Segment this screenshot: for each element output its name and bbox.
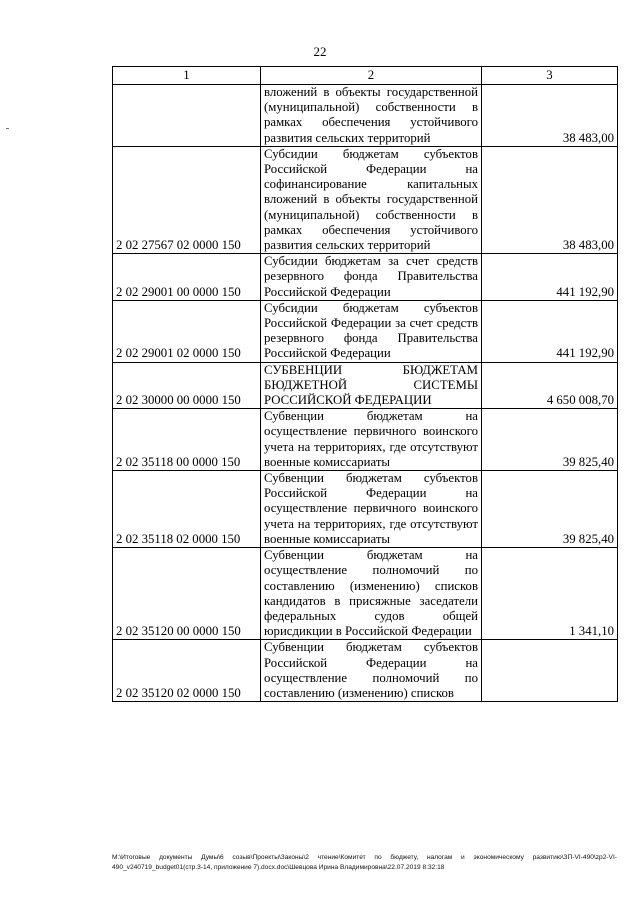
table-row xyxy=(113,548,618,640)
row-name: Субвенции бюджетам на осуществление первичного воинского учета на территориях, где отсутствуют военные комиссариаты xyxy=(261,409,482,471)
row-code: 2 02 35118 00 0000 150 xyxy=(113,409,261,471)
row-name: Субсидии бюджетам субъектов Российской Федерации за счет средств резервного фонда Правительства Российской Федерации xyxy=(261,300,482,362)
table-row xyxy=(113,254,618,301)
row-amount: 39 825,40 xyxy=(482,409,618,471)
row-amount: 39 825,40 xyxy=(482,471,618,548)
row-code: 2 02 35120 02 0000 150 xyxy=(113,640,261,702)
row-amount: 38 483,00 xyxy=(482,146,618,253)
margin-mark xyxy=(6,128,9,129)
table-row xyxy=(113,362,618,409)
table-row xyxy=(113,85,618,147)
row-name: Субвенции бюджетам субъектов Российской Федерации на осуществление первичного воинского учета на территориях, где отсутствуют военные комиссариаты xyxy=(261,471,482,548)
budget-table xyxy=(112,66,618,702)
row-code: 2 02 29001 02 0000 150 xyxy=(113,300,261,362)
table-row xyxy=(113,640,618,702)
row-code xyxy=(113,85,261,147)
row-amount: 38 483,00 xyxy=(482,85,618,147)
row-code: 2 02 29001 00 0000 150 xyxy=(113,254,261,301)
row-name: Субсидии бюджетам за счет средств резервного фонда Правительства Российской Федерации xyxy=(261,254,482,301)
column-header-code: 1 xyxy=(113,67,261,85)
column-header-name: 2 xyxy=(261,67,482,85)
table-row xyxy=(113,409,618,471)
row-amount: 441 192,90 xyxy=(482,300,618,362)
row-amount: 1 341,10 xyxy=(482,548,618,640)
row-amount xyxy=(482,640,618,702)
row-name: Субвенции бюджетам на осуществление полномочий по составлению (изменению) списков кандидатов в присяжные заседатели федеральных судов общей юрисдикции в Российской Федерации xyxy=(261,548,482,640)
table-row xyxy=(113,471,618,548)
row-code: 2 02 27567 02 0000 150 xyxy=(113,146,261,253)
row-code: 2 02 35118 02 0000 150 xyxy=(113,471,261,548)
column-header-amount: 3 xyxy=(482,67,618,85)
page-number: 22 xyxy=(313,44,327,59)
row-code: 2 02 35120 00 0000 150 xyxy=(113,548,261,640)
row-name: Субвенции бюджетам субъектов Российской Федерации на осуществление полномочий по составлению (изменению) списков xyxy=(261,640,482,702)
row-name: Субсидии бюджетам субъектов Российской Федерации на софинансирование капитальных вложений в объекты государственной (муниципальной) собственности в рамках обеспечения устойчивого развития сельских территорий xyxy=(261,146,482,253)
row-amount: 441 192,90 xyxy=(482,254,618,301)
row-amount: 4 650 008,70 xyxy=(482,362,618,409)
table-row xyxy=(113,146,618,253)
row-name: СУБВЕНЦИИ БЮДЖЕТАМ БЮДЖЕТНОЙ СИСТЕМЫ РОССИЙСКОЙ ФЕДЕРАЦИИ xyxy=(261,362,482,409)
file-path-footer: M:\Итоговые документы Думы\6 созыв\Проекты\Законы\2 чтение\Комитет по бюджету, налогам и экономическому развитию\ЗП-VI-490\zp2-VI-490_v240719_budget01(стр.3-14, приложение 7).docx.doc\Шевцова Ирина Владимировна\22.07.2019 8:32:18 xyxy=(112,854,617,871)
row-name: вложений в объекты государственной (муниципальной) собственности в рамках обеспечения устойчивого развития сельских территорий xyxy=(261,85,482,147)
row-code: 2 02 30000 00 0000 150 xyxy=(113,362,261,409)
table-row xyxy=(113,300,618,362)
header-row xyxy=(113,67,618,85)
